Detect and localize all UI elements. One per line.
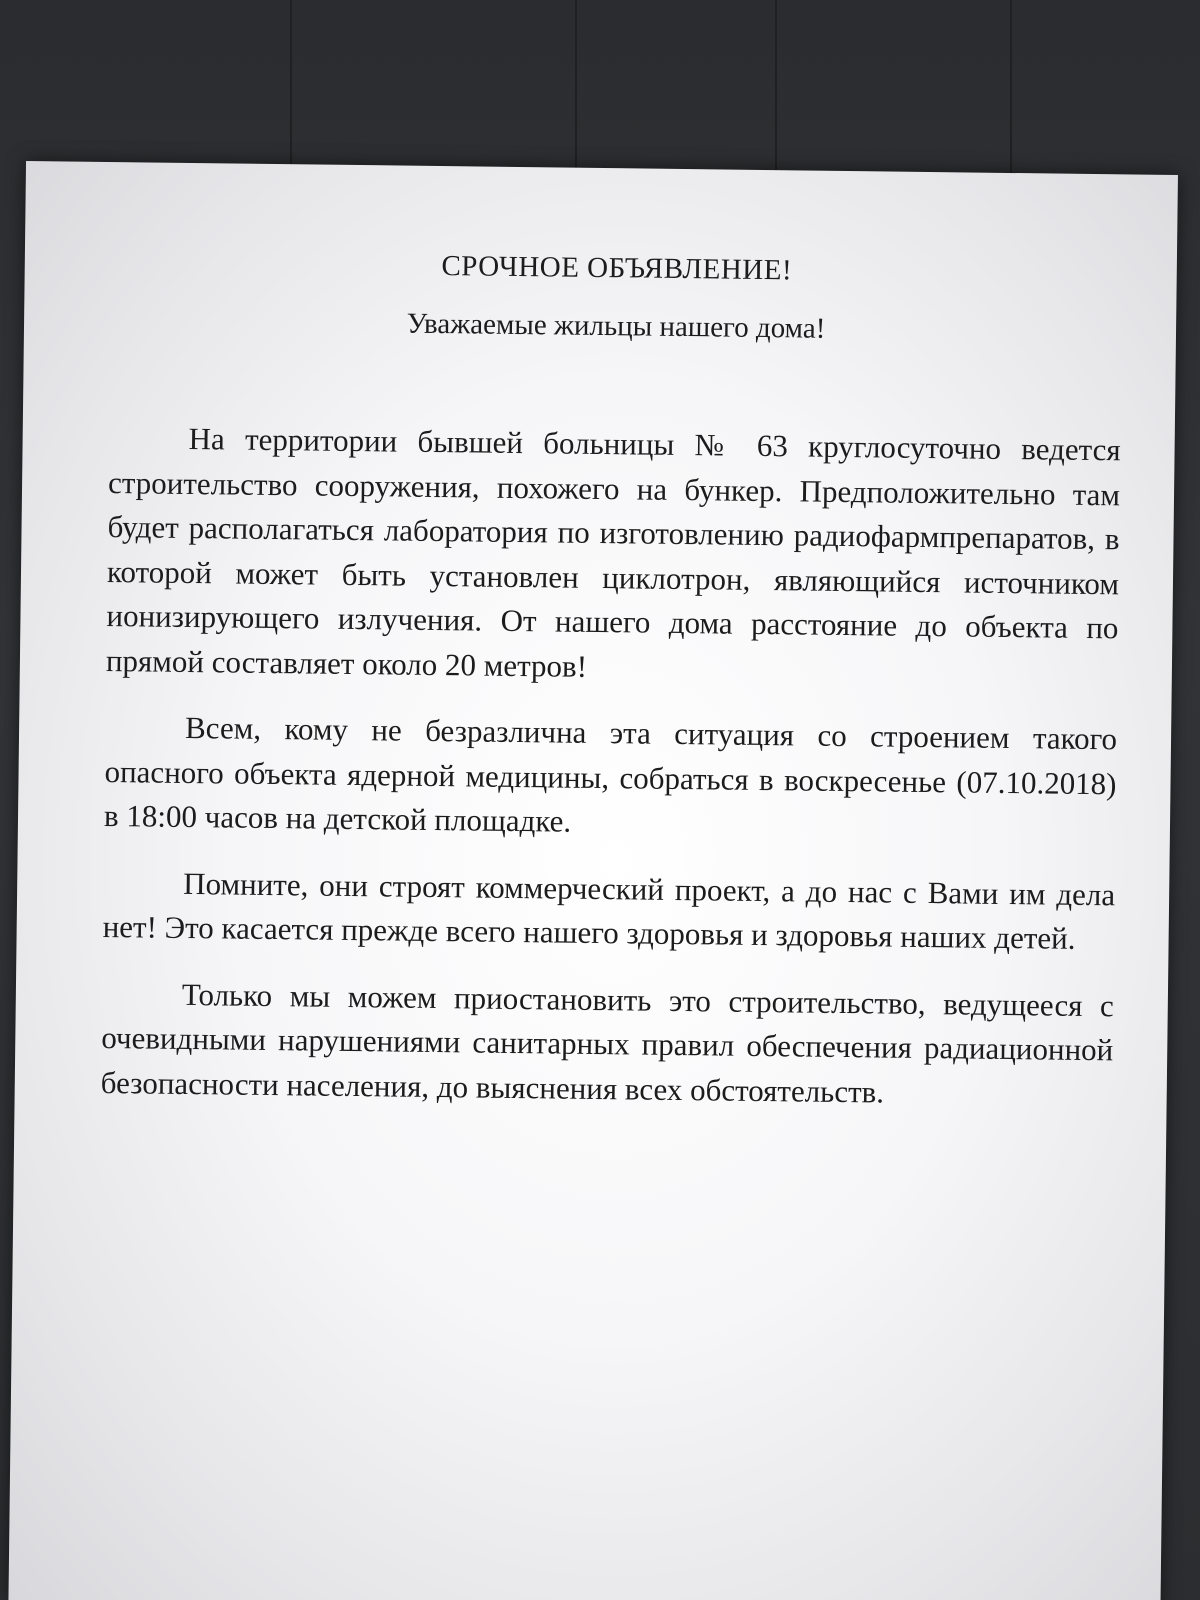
wall-seam [775, 0, 777, 190]
paragraph-construction: На территории бывшей больницы № 63 круглосуточно ведется строительство сооружения, похожего на бункер. Предположительно там будет располагаться лаборатория по изготовлению радиофармпрепаратов, в которой может быть установлен циклотрон, являющийся источником ионизирующего излучения. От нашего дома расстояние до объекта по прямой составляет около 20 метров! [105, 420, 1121, 684]
notice-title: СРОЧНОЕ ОБЪЯВЛЕНИЕ! [441, 250, 793, 287]
wall-seam [290, 0, 292, 190]
notice-subtitle: Уважаемые жильцы нашего дома! [406, 307, 826, 345]
paragraph-meeting: Всем, кому не безразлична эта ситуация со строением такого опасного объекта ядерной медицины, собраться в воскресенье (07.10.2018) в 18:00 часов на детской площадке. [103, 709, 1118, 839]
wall-seam [575, 0, 577, 190]
paragraph-call-to-action: Только мы можем приостановить это строительство, ведущееся с очевидными нарушениями санитарных правил обеспечения радиационной безопасности населения, до выяснения всех обстоятельств. [100, 976, 1115, 1110]
paragraph-reminder: Помните, они строят коммерческий проект, а до нас с Вами им дела нет! Это касается прежде всего нашего здоровья и здоровья наших детей. [102, 865, 1116, 956]
notice-content [100, 242, 1123, 1139]
wall-seam [1010, 0, 1012, 190]
notice-sheet [8, 161, 1178, 1600]
